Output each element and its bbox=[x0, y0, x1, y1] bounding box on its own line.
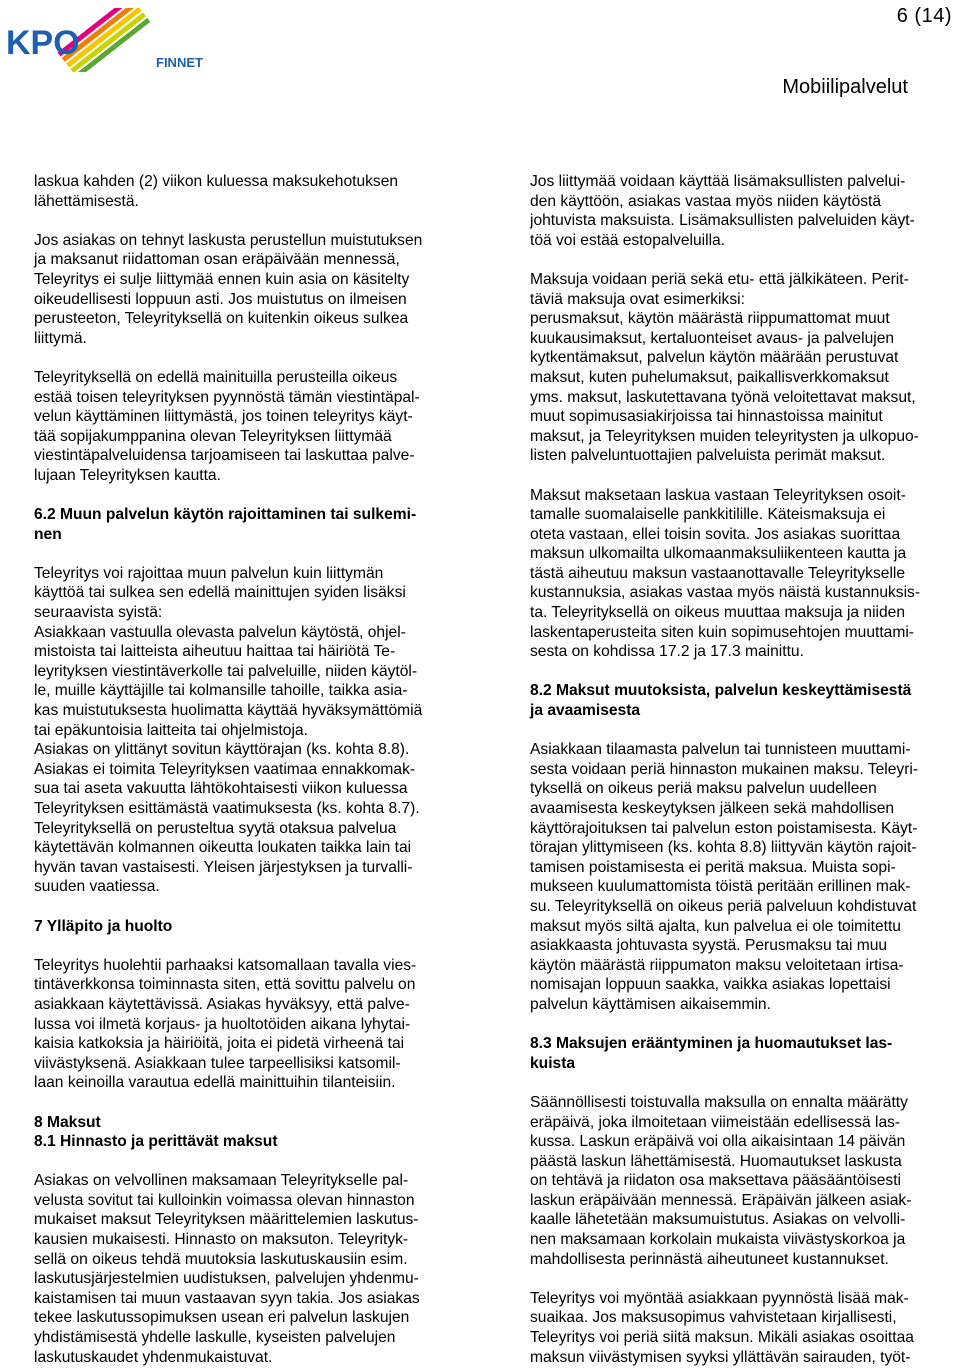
logo-finnet-text: FINNET bbox=[156, 55, 203, 70]
logo-kpo-text: KPO bbox=[6, 24, 80, 62]
logo-graphic bbox=[6, 8, 216, 72]
paragraph: Teleyrityksellä on edellä mainituilla perusteilla oikeus estää toisen teleyrityksen pyynnöstä tämän viestintäpal- velun käyttäminen liittymästä, jos toinen teleyritys käyt- tää sopijakumppanina olevan Teleyrityksen liittymää viestintäpalveluidensa tarjoamiseen tai laskuttaa palve- lujaan Teleyrityksen kautta. bbox=[34, 368, 420, 484]
paragraph: Jos asiakas on tehnyt laskusta perustellun muistutuksen ja maksanut riidattoman osan eräpäivään mennessä, Teleyritys ei sulje liittymää ennen kuin asia on käsitelty oikeudellisesti loppuun asti. Jos muistutus on ilmeisen perusteeton, Teleyrityksellä on kuitenkin oikeus sulkea liittymä. bbox=[34, 231, 423, 347]
left-column bbox=[34, 172, 462, 1367]
logo-stripe bbox=[70, 12, 146, 72]
paragraph: Teleyritys voi rajoittaa muun palvelun kuin liittymän käyttöä tai sulkea sen edellä mainittujen syiden lisäksi seuraavista syistä: Asiakkaan vastuulla olevasta palvelun käytöstä, ohjel- mistoista tai laitteista aiheutuu haittaa tai häiriötä Te- leyrityksen viestintäverkolle tai palveluille, niiden käytöl- le, muille käyttäjille tai kolmansille tahoille, taikka asia- kas muistutuksesta huolimatta käyttää hyväksymättömiä tai epäkuntoisia laitteita tai ohjelmistoja. Asiakas on ylittänyt sovitun käyttörajan (ks. kohta 8.8). Asiakas ei toimita Teleyrityksen vaatimaa ennakkomak- sua tai aseta vakuutta lähtökohtaisesti viikon kuluessa Teleyrityksen esittämästä vaatimuksesta (ks. kohta 8.7). Teleyrityksellä on perusteltua syytä otaksua palvelua käytettävän kolmannen oikeutta loukaten taikka lain tai hyvän tavan vastaisesti. Yleisen järjestyksen ja turvalli- suuden vaatiessa. bbox=[34, 564, 423, 896]
page-number: 6 (14) bbox=[896, 5, 952, 27]
paragraph: Asiakas on velvollinen maksamaan Teleyritykselle pal- velusta sovitut tai kulloinkin voimassa olevan hinnaston mukaiset maksut Teleyrityksen määrittelemien laskutus- kausien mukaisesti. Hinnasto on maksuton. Teleyrityk- sellä on oikeus tehdä muutoksia laskutuskausiin esim. laskutusjärjestelmien uudistuksen, palvelujen yhdenmu- kaistamisen tai muun vastaavan syyn takia. Jos asiakas tekee laskutussopimuksen usean eri palvelun laskujen yhdistämisestä yhdelle laskulle, kyseisten palvelujen laskutuskaudet yhdenmukaistuvat. bbox=[34, 1172, 420, 1366]
section-heading-8: 8 Maksut bbox=[34, 1113, 101, 1131]
paragraph: Säännöllisesti toistuvalla maksulla on ennalta määrätty eräpäivä, joka ilmoitetaan viimeistään edellisessä las- kussa. Laskun eräpäivä voi olla aikaisintaan 14 päivän päästä laskun lähettämisestä. Huomautukset laskusta on tehtävä ja riidaton osa maksettava pääsääntöisesti laskun eräpäivään mennessä. Eräpäivän jälkeen asiak- kaalle lähetetään maksumuistutus. Asiakas on velvolli- nen maksamaan korkolain mukaista viivästyskorkoa ja mahdollisesta perinnästä aiheutuneet kustannukset. bbox=[530, 1093, 912, 1268]
section-heading-8-1: 8.1 Hinnasto ja perittävät maksut bbox=[34, 1133, 278, 1151]
section-heading-8-3: 8.3 Maksujen erääntyminen ja huomautukset las- kuista bbox=[530, 1035, 893, 1072]
paragraph: laskua kahden (2) viikon kuluessa maksukehotuksen lähettämisestä. bbox=[34, 173, 399, 210]
paragraph: Maksut maksetaan laskua vastaan Teleyrityksen osoit- tamalle suomalaiselle pankkitilille. Käteismaksuja ei oteta vastaan, ellei toisin sovita. Jos asiakas suorittaa maksun ulkomailta ulkomaanmaksuliikenteen kautta ja tästä aiheutuu maksun vastaanottavalle Teleyritykselle kustannuksia, asiakas vastaa myös näistä kustannuksis- ta. Teleyrityksellä on oikeus muuttaa maksuja ja niiden laskentaperusteita siten kuin sopimusehtojen muuttami- sesta on kohdissa 17.2 ja 17.3 mainittu. bbox=[530, 486, 921, 661]
paragraph: Asiakkaan tilaamasta palvelun tai tunnisteen muuttami- sesta voidaan periä hinnaston mukainen maksu. Teleyri- tyksellä on oikeus periä maksu palvelun uudelleen avaamisesta keskeytyksen jälkeen sekä mahdollisen käyttörajoituksen tai palvelun eston poistamisesta. Käyt- törajan ylittymiseen (ks. kohta 8.8) liittyvän käytön rajoit- tamisen poistamisesta ei peritä maksua. Muista sopi- mukseen kuulumattomista töistä peritään erillinen mak- su. Teleyrityksellä on oikeus periä palveluun kohdistuvat maksut myös siltä ajalta, kun palvelua ei ole toimitettu asiakkaasta johtuvasta syystä. Perusmaksu tai muu käytön määrästä riippumaton maksu veloitetaan irtisa- nomisajan loppuun saakka, vaikka asiakas lopettaisi palvelun käyttämisen aikaisemmin. bbox=[530, 741, 919, 1013]
section-heading-6-2: 6.2 Muun palvelun käytön rajoittaminen tai sulkemi- nen bbox=[34, 506, 417, 543]
kpo-finnet-logo bbox=[6, 8, 216, 72]
section-heading-8-2: 8.2 Maksut muutoksista, palvelun keskeyttämisestä ja avaamisesta bbox=[530, 682, 912, 720]
section-heading-7: 7 Ylläpito ja huolto bbox=[34, 917, 173, 935]
document-title: Mobiilipalvelut bbox=[782, 76, 908, 98]
paragraph: Teleyritys voi myöntää asiakkaan pyynnöstä lisää mak- suaikaa. Jos maksusopimus vahvistetaan kirjallisesti, Teleyritys voi periä siitä maksun. Mikäli asiakas osoittaa maksun viivästymisen syyksi yllättävän sairauden, työt- bbox=[530, 1289, 914, 1366]
paragraph: Maksuja voidaan periä sekä etu- että jälkikäteen. Perit- täviä maksuja ovat esimerkiksi: perusmaksut, käytön määrästä riippumattomat muut kuukausimaksut, kertaluonteiset avaus- ja palvelujen kytkentämaksut, palvelun käytön määrään perustuvat maksut, kuten puhelumaksut, paikallisverkkomaksut yms. maksut, laskutettavana työnä veloitettavat maksut, muut sopimusasiakirjoissa tai hinnastoissa mainitut maksut, ja Teleyrityksen muiden teleyritysten ja ulkopuo- listen palveluntuottajien palveluista perimät maksut. bbox=[530, 270, 919, 465]
right-column bbox=[530, 172, 958, 1367]
paragraph: Jos liittymää voidaan käyttää lisämaksullisten palvelui- den käyttöön, asiakas vastaa myös niiden käytöstä johtuvista maksuista. Lisämaksullisten palveluiden käyt- töä voi estää estopalveluilla. bbox=[530, 173, 915, 249]
paragraph: Teleyritys huolehtii parhaaksi katsomallaan tavalla vies- tintäverkkonsa toiminnasta siten, että sovittu palvelu on asiakkaan käytettävissä. Asiakas hyväksyy, että palve- lussa voi ilmetä korjaus- ja huoltotöiden aikana lyhytai- kaisia katkoksia ja häiriöitä, joita ei pidetä virheenä tai viivästyksenä. Asiakkaan tulee tarpeellisiksi katsomil- laan keinoilla varautua edellä mainittuihin tilanteisiin. bbox=[34, 956, 417, 1092]
